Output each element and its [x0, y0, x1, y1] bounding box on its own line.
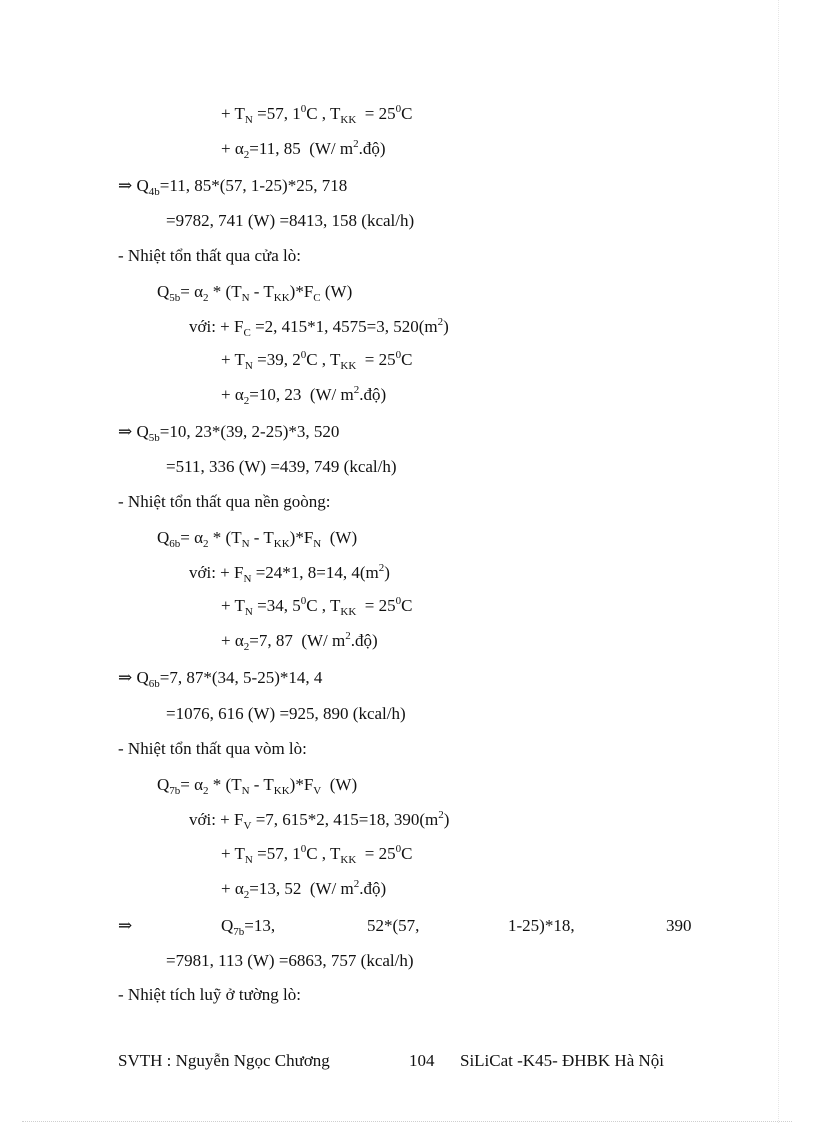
- line-tn-wall: + $T_N =57$, $1^0C$ , $T_{KK} = 25^0C$: [221, 103, 413, 126]
- line-tn-door: + $T_N =39$, $2^0C$ , $T_{KK} = 25^0C$: [221, 349, 413, 372]
- line-alpha-vault: + $\alpha_2=13$, 52 (W/ $m^2.độ$): [221, 878, 387, 901]
- right-dotted-border: [778, 0, 779, 1123]
- heading-cart-floor-loss: - Nhiệt tổn thất qua nền goòng:: [118, 492, 331, 511]
- line-fv-area: với: + $F_V =7$, 615*2, 415=18, $390(m^2)$: [189, 809, 450, 832]
- line-q5b-definition: $Q_{5b}= \alpha_2 * (T_N - T_{KK})*F_C$ (W): [157, 282, 353, 304]
- line-q5b-result: =511, 336 (W) =439, 749 (kcal/h): [166, 457, 397, 476]
- bottom-dotted-border: [22, 1121, 792, 1122]
- line-q7b-definition: $Q_{7b}= \alpha_2 * (T_N - T_{KK})*F_V$ (W): [157, 775, 358, 797]
- heading-vault-loss: - Nhiệt tổn thất qua vòm lò:: [118, 739, 307, 758]
- line-q6b-formula: ⇒ $Q_{6b}=7$, 87*(34, 5-25)*14, 4: [118, 668, 323, 690]
- footer-student: SVTH : Nguyễn Ngọc Chương: [118, 1051, 330, 1070]
- line-fc-area: với: + $F_C =2$, 415*1, 4575=3, $520(m^2)$: [189, 316, 449, 339]
- line-alpha-wall: + $\alpha_2=11$, 85 (W/ $m^2.độ$): [221, 138, 386, 161]
- line-q6b-result: =1076, 616 (W) =925, 890 (kcal/h): [166, 704, 406, 723]
- line-fn-area: với: + $F_N =24*1$, 8=14, $4(m^2)$: [189, 562, 390, 585]
- line-q4b-formula: ⇒ $Q_{4b}=11$, 85*(57, 1-25)*25, 718: [118, 176, 348, 198]
- line-q7b-result: =7981, 113 (W) =6863, 757 (kcal/h): [166, 951, 414, 970]
- line-q5b-formula: ⇒ $Q_{5b}=10$, 23*(39, 2-25)*3, 520: [118, 422, 340, 444]
- line-q4b-result: =9782, 741 (W) =8413, 158 (kcal/h): [166, 211, 415, 230]
- footer-class-school: SiLiCat -K45- ĐHBK Hà Nội: [460, 1051, 664, 1070]
- line-alpha-floor: + $\alpha_2=7$, 87 (W/ $m^2.độ$): [221, 630, 378, 653]
- heading-wall-accumulation: - Nhiệt tích luỹ ở tường lò:: [118, 985, 302, 1004]
- line-q6b-definition: $Q_{6b}= \alpha_2 * (T_N - T_{KK})*F_N$ (W): [157, 528, 358, 550]
- line-alpha-door: + $\alpha_2=10$, 23 (W/ $m^2.độ$): [221, 384, 387, 407]
- line-tn-floor: + $T_N =34$, $5^0C$ , $T_{KK} = 25^0C$: [221, 595, 413, 618]
- heading-door-loss: - Nhiệt tổn thất qua cửa lò:: [118, 246, 301, 265]
- footer-page-number: 104: [409, 1051, 435, 1070]
- line-tn-vault: + $T_N =57$, $1^0C$ , $T_{KK} = 25^0C$: [221, 843, 413, 866]
